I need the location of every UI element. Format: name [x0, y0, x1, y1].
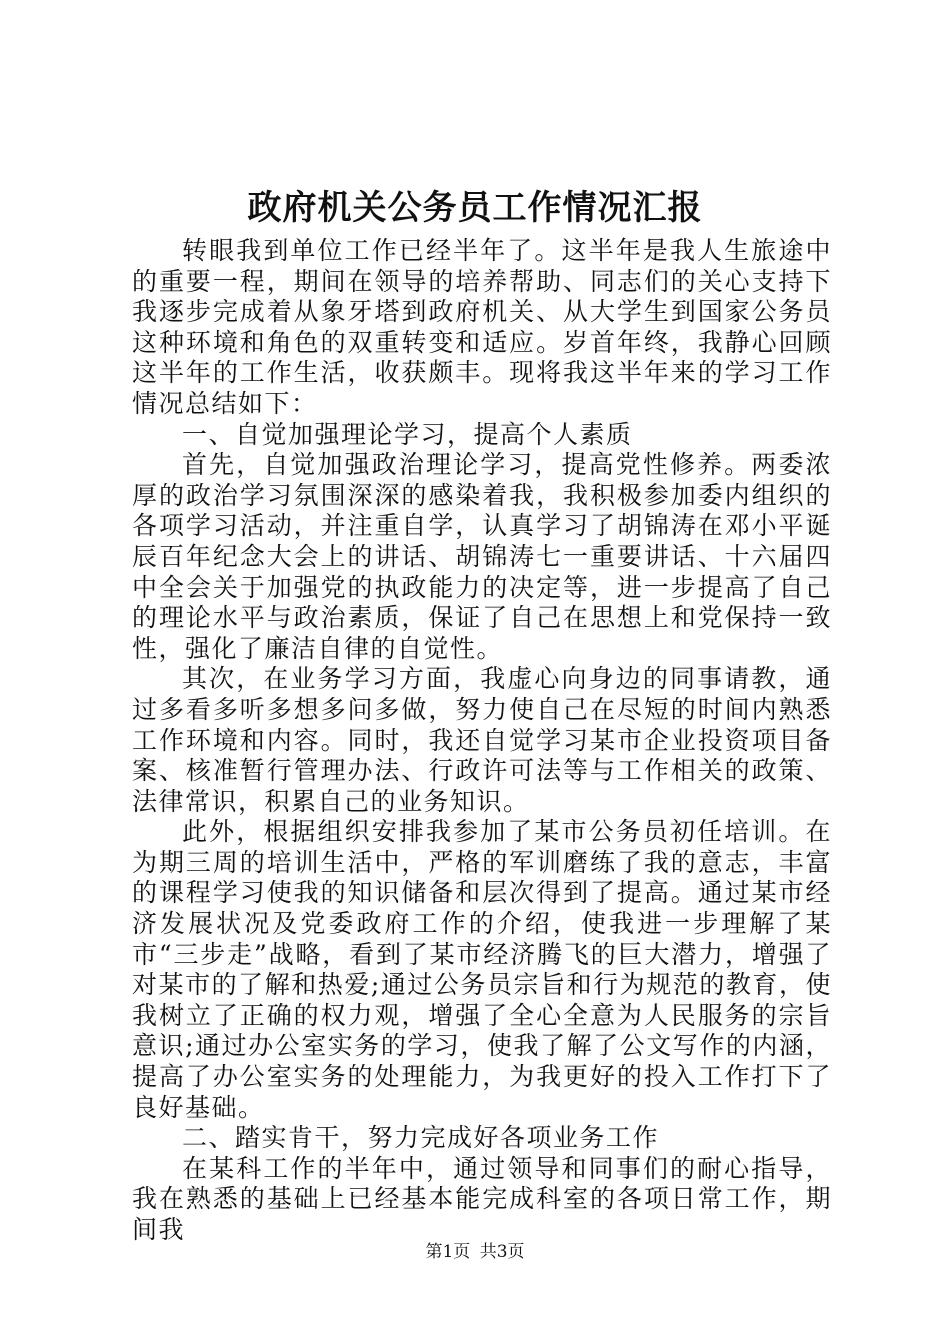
paragraph-business-study: 其次，在业务学习方面，我虚心向身边的同事请教，通过多看多听多想多问多做，努力使自己在尽短的时间内熟悉工作环境和内容。同时，我还自觉学习某市企业投资项目备案、核准暂行管理办法、行政许可法等与工作相关的政策、法律常识，积累自己的业务知识。	[132, 664, 832, 816]
document-title: 政府机关公务员工作情况汇报	[247, 188, 703, 228]
paragraph-intro: 转眼我到单位工作已经半年了。这半年是我人生旅途中的重要一程，期间在领导的培养帮助、同志们的关心支持下我逐步完成着从象牙塔到政府机关、从大学生到国家公务员这种环境和角色的双重转变和适应。岁首年终，我静心回顾这半年的工作生活，收获颇丰。现将我这半年来的学习工作情况总结如下：	[132, 236, 832, 418]
document-body	[132, 236, 832, 1246]
paragraph-work: 在某科工作的半年中，通过领导和同事们的耐心指导，我在熟悉的基础上已经基本能完成科室的各项日常工作，期间我	[132, 1153, 832, 1244]
page-footer: 第1页 共3页	[425, 1242, 525, 1262]
section-heading-1: 一、自觉加强理论学习，提高个人素质	[182, 419, 633, 449]
paragraph-political-study: 首先，自觉加强政治理论学习，提高党性修养。两委浓厚的政治学习氛围深深的感染着我，我积极参加委内组织的各项学习活动，并注重自学，认真学习了胡锦涛在邓小平诞辰百年纪念大会上的讲话、胡锦涛七一重要讲话、十六届四中全会关于加强党的执政能力的决定等，进一步提高了自己的理论水平与政治素质，保证了自己在思想上和党保持一致性，强化了廉洁自律的自觉性。	[132, 450, 832, 663]
paragraph-training: 此外，根据组织安排我参加了某市公务员初任培训。在为期三周的培训生活中，严格的军训磨练了我的意志，丰富的课程学习使我的知识储备和层次得到了提高。通过某市经济发展状况及党委政府工作的介绍，使我进一步理解了某市“三步走”战略，看到了某市经济腾飞的巨大潜力，增强了对某市的了解和热爱;通过公务员宗旨和行为规范的教育，使我树立了正确的权力观，增强了全心全意为人民服务的宗旨意识;通过办公室实务的学习，使我了解了公文写作的内涵，提高了办公室实务的处理能力，为我更好的投入工作打下了良好基础。	[132, 817, 832, 1122]
section-heading-2: 二、踏实肯干，努力完成好各项业务工作	[182, 1123, 660, 1153]
